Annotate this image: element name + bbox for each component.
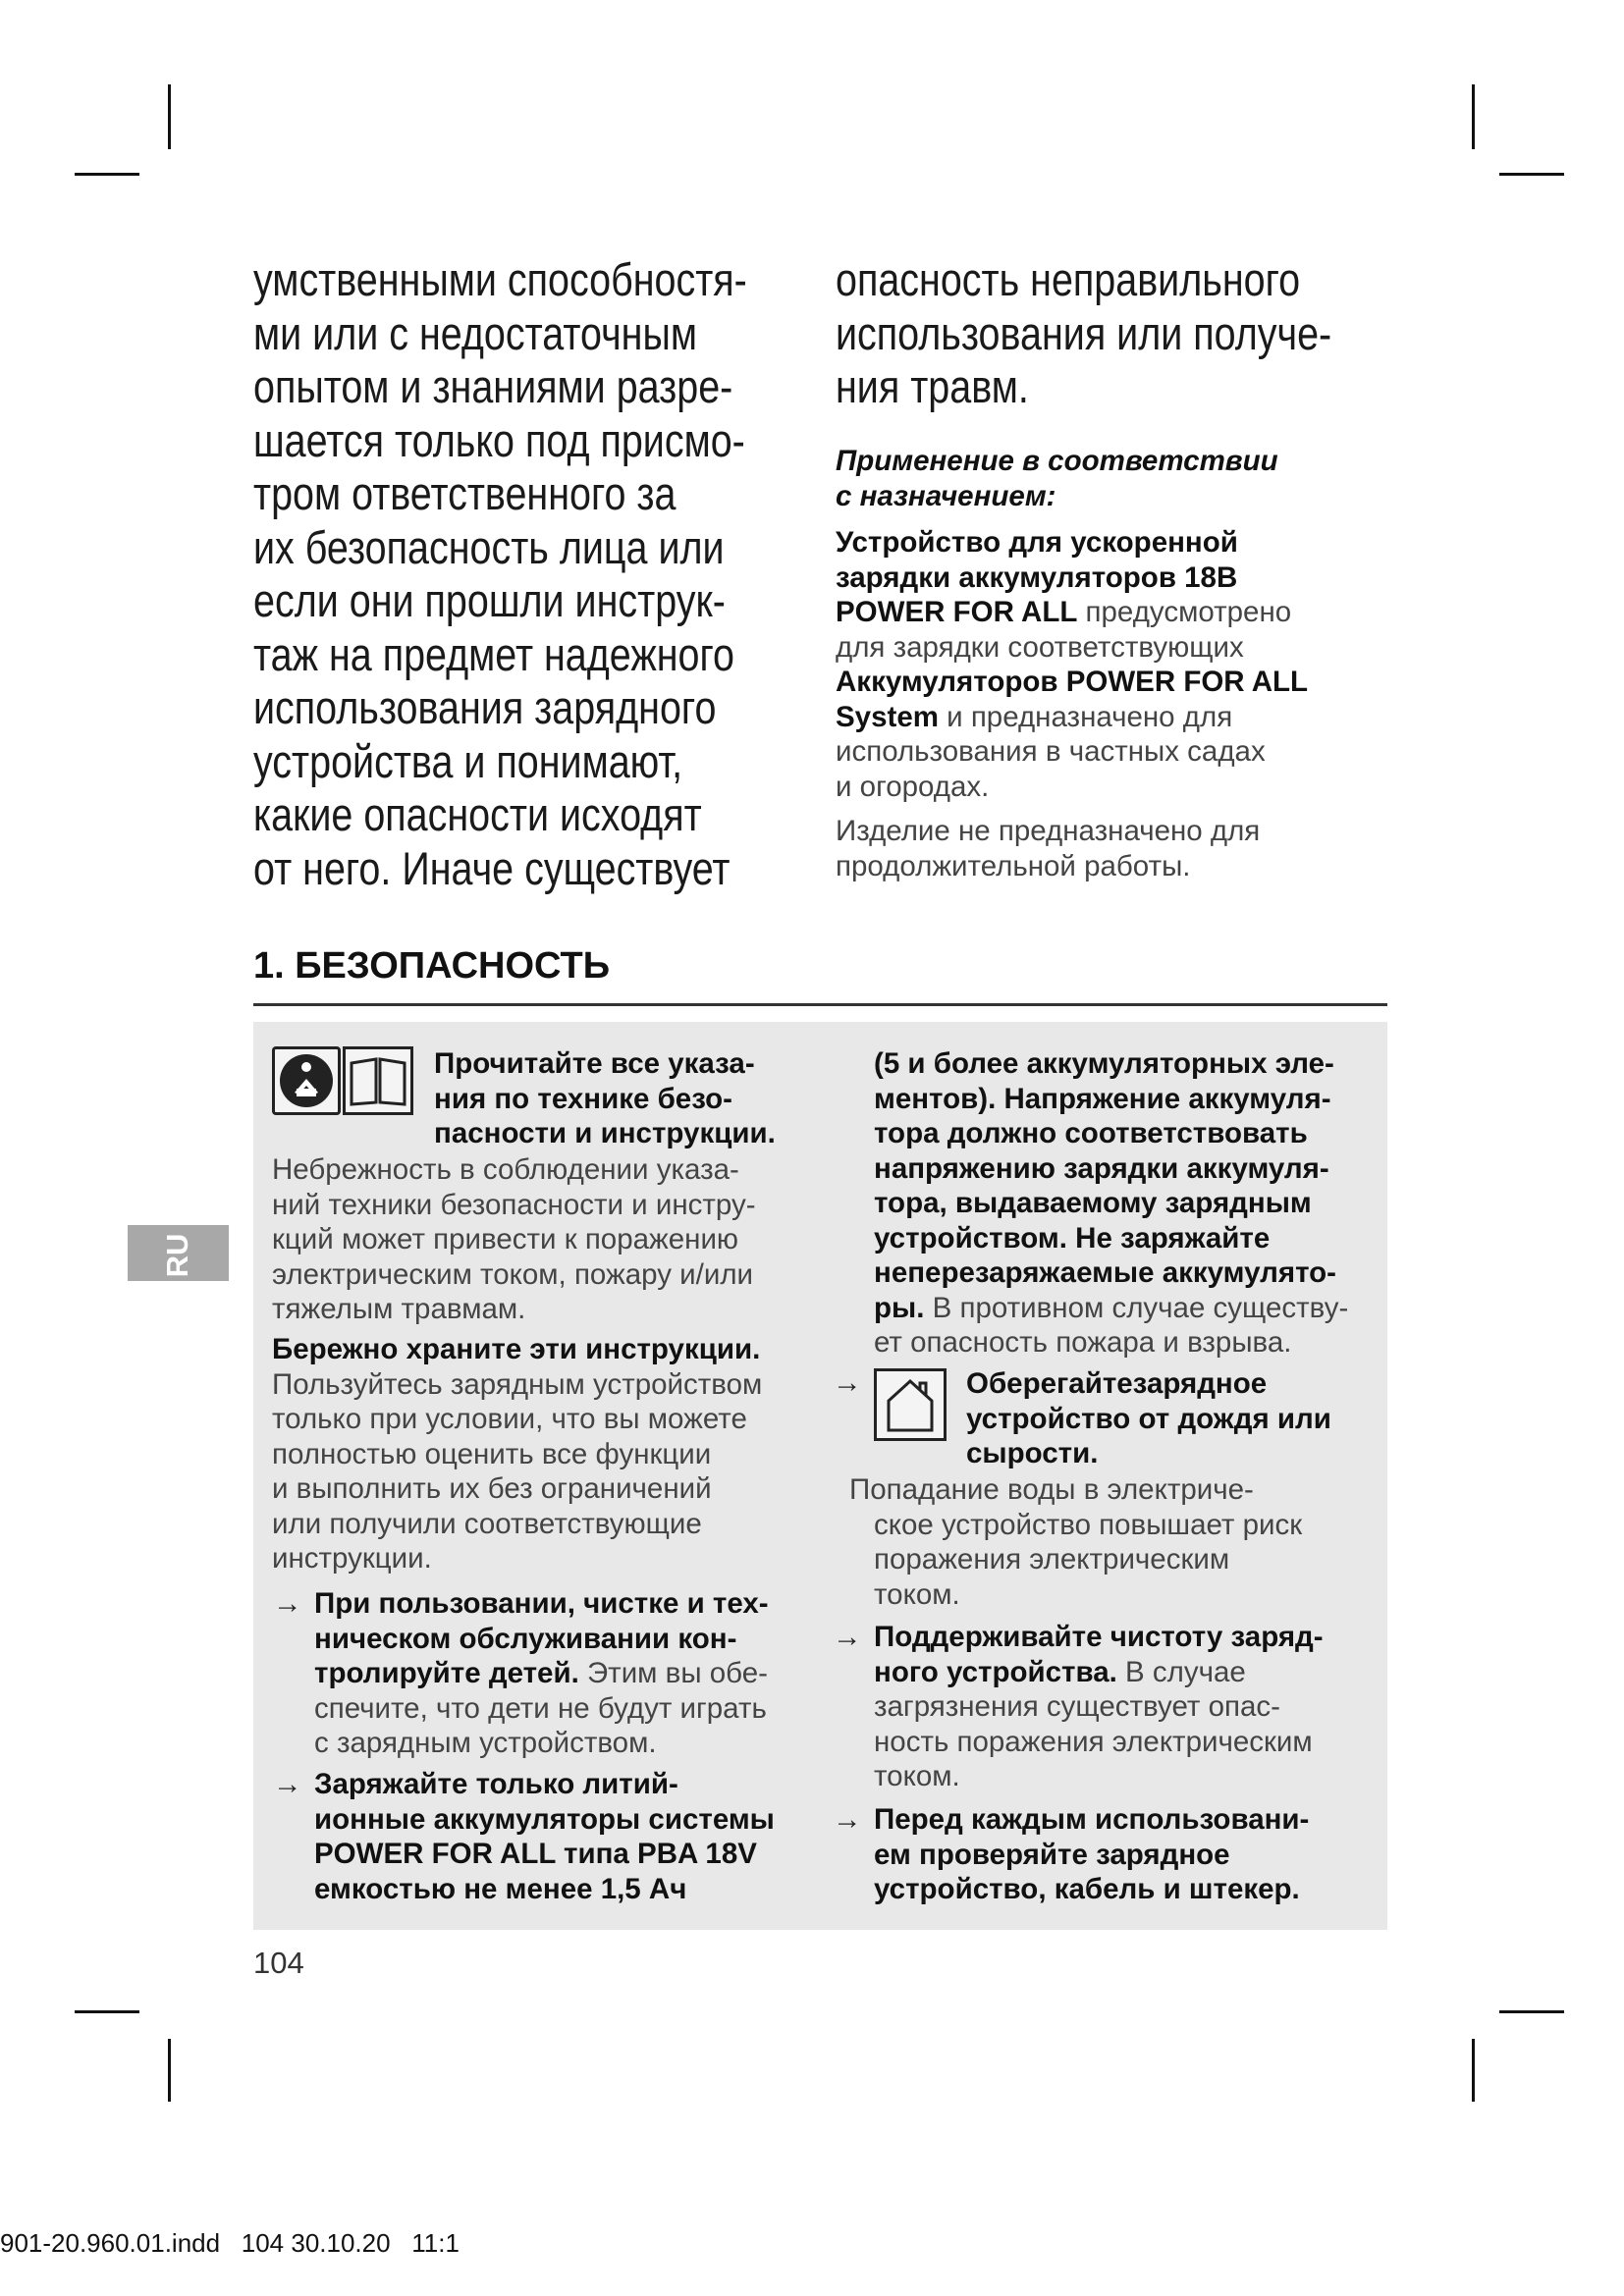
arrow-icon: → — [273, 1587, 302, 1620]
right-line: ния травм. — [836, 360, 1029, 412]
left-line: опытом и знаниями разре- — [253, 360, 733, 412]
read-instructions-heading: Прочитайте все указа- ния по технике безо- пасности и инструкции. — [434, 1047, 776, 1149]
crop-mark-br-h — [1499, 2010, 1564, 2013]
right-line: опасность неправильного — [836, 253, 1301, 305]
section-divider — [253, 1003, 1387, 1006]
children-warning: → При пользовании, чистке и тех- ническом обслуживании кон- тролируйте детей. Этим вы обе- спечите, что дети не будут играть с зарядным устройством. — [273, 1587, 769, 1759]
charge-only-continued: (5 и более аккумуляторных эле- ментов). Напряжение аккумуля- тора должно соответствовать напряжению зарядки аккумуля- тора, выдаваемому зарядным устройством. Не заряжайте неперезаряжаемые аккумулято- ры. В противном случае существу- ет опасность пожара и взрыва. — [874, 1047, 1349, 1359]
page-number: 104 — [253, 1946, 304, 1980]
arrow-icon: → — [833, 1803, 862, 1836]
safety-sign-icon — [272, 1046, 341, 1115]
section-title: 1. БЕЗОПАСНОСТЬ — [253, 945, 611, 987]
intended-use-note: Изделие не предназначено для продолжительной работы. — [836, 815, 1261, 882]
left-column-text — [253, 253, 747, 895]
clean-charger-warning: → Поддерживайте чистоту заряд- ного устройства. В случае загрязнения существует опас- ность поражения электрическим током. — [833, 1621, 1324, 1792]
right-line: использования или получе- — [836, 306, 1332, 359]
language-tab — [128, 1225, 229, 1281]
arrow-icon: → — [273, 1768, 302, 1800]
crop-mark-br-v — [1472, 2039, 1475, 2102]
left-line: умственными способностя- — [253, 253, 747, 305]
crop-mark-tr-h — [1499, 173, 1564, 176]
crop-mark-tl-v — [168, 84, 171, 149]
right-column-text — [836, 253, 1331, 414]
left-line: если они прошли инструк- — [253, 574, 726, 626]
left-line: использования зарядного — [253, 681, 717, 733]
left-line: устройства и понимают, — [253, 734, 683, 787]
rain-heading: Оберегайтезарядное устройство от дождя или сырости. — [966, 1367, 1331, 1469]
intended-use-text: Устройство для ускоренной зарядки аккумуляторов 18В POWER FOR ALL предусмотрено для зарядки соответствующих Аккумуляторов POWER FOR ALL System и предназначено для использования в частных садах и огородах. — [836, 526, 1309, 803]
intended-use-block — [836, 444, 1346, 883]
keep-instructions-block: Бережно храните эти инструкции. Пользуйтесь зарядным устройством только при условии, что вы можете полностью оценить все функции и выполнить их без ограничений или получили соответствующие инструкции. — [272, 1333, 763, 1575]
warning-text: Небрежность в соблюдении указа- ний техники безопасности и инстру- кций может привести к поражению электрическим током, пожару и/или тяжелым травмам. — [272, 1153, 756, 1325]
crop-mark-bl-v — [168, 2039, 171, 2102]
left-line: шается только под присмо- — [253, 413, 745, 466]
left-line: от него. Иначе существует — [253, 841, 731, 894]
manual-book-icon — [343, 1046, 413, 1115]
crop-mark-tl-h — [75, 173, 139, 176]
left-line: тром ответственного за — [253, 467, 677, 519]
rain-arrow-icon: → — [833, 1366, 862, 1399]
left-line: ми или с недостаточным — [253, 306, 697, 359]
crop-mark-tr-v — [1472, 84, 1475, 149]
left-line: какие опасности исходят — [253, 788, 702, 840]
rain-warning-text: Попадание воды в электриче- ское устройство повышает риск поражения электрическим током. — [849, 1473, 1303, 1611]
charge-only-warning: → Заряжайте только литий- ионные аккумуляторы системы POWER FOR ALL типа PBA 18V емкостью не менее 1,5 Ач — [273, 1768, 775, 1905]
intended-use-heading: Применение в соответствии с назначением: — [836, 445, 1278, 512]
indoor-use-house-icon — [874, 1368, 947, 1441]
left-line: таж на предмет надежного — [253, 627, 734, 680]
language-tab-label: RU — [160, 1233, 194, 1278]
check-before-use-warning: → Перед каждым использовани- ем проверяйте зарядное устройство, кабель и штекер. — [833, 1803, 1310, 1905]
print-slug: 901-20.960.01.indd 104 30.10.20 11:1 — [0, 2228, 460, 2258]
left-line: их безопасность лица или — [253, 520, 725, 573]
crop-mark-bl-h — [75, 2010, 139, 2013]
arrow-icon: → — [833, 1621, 862, 1653]
